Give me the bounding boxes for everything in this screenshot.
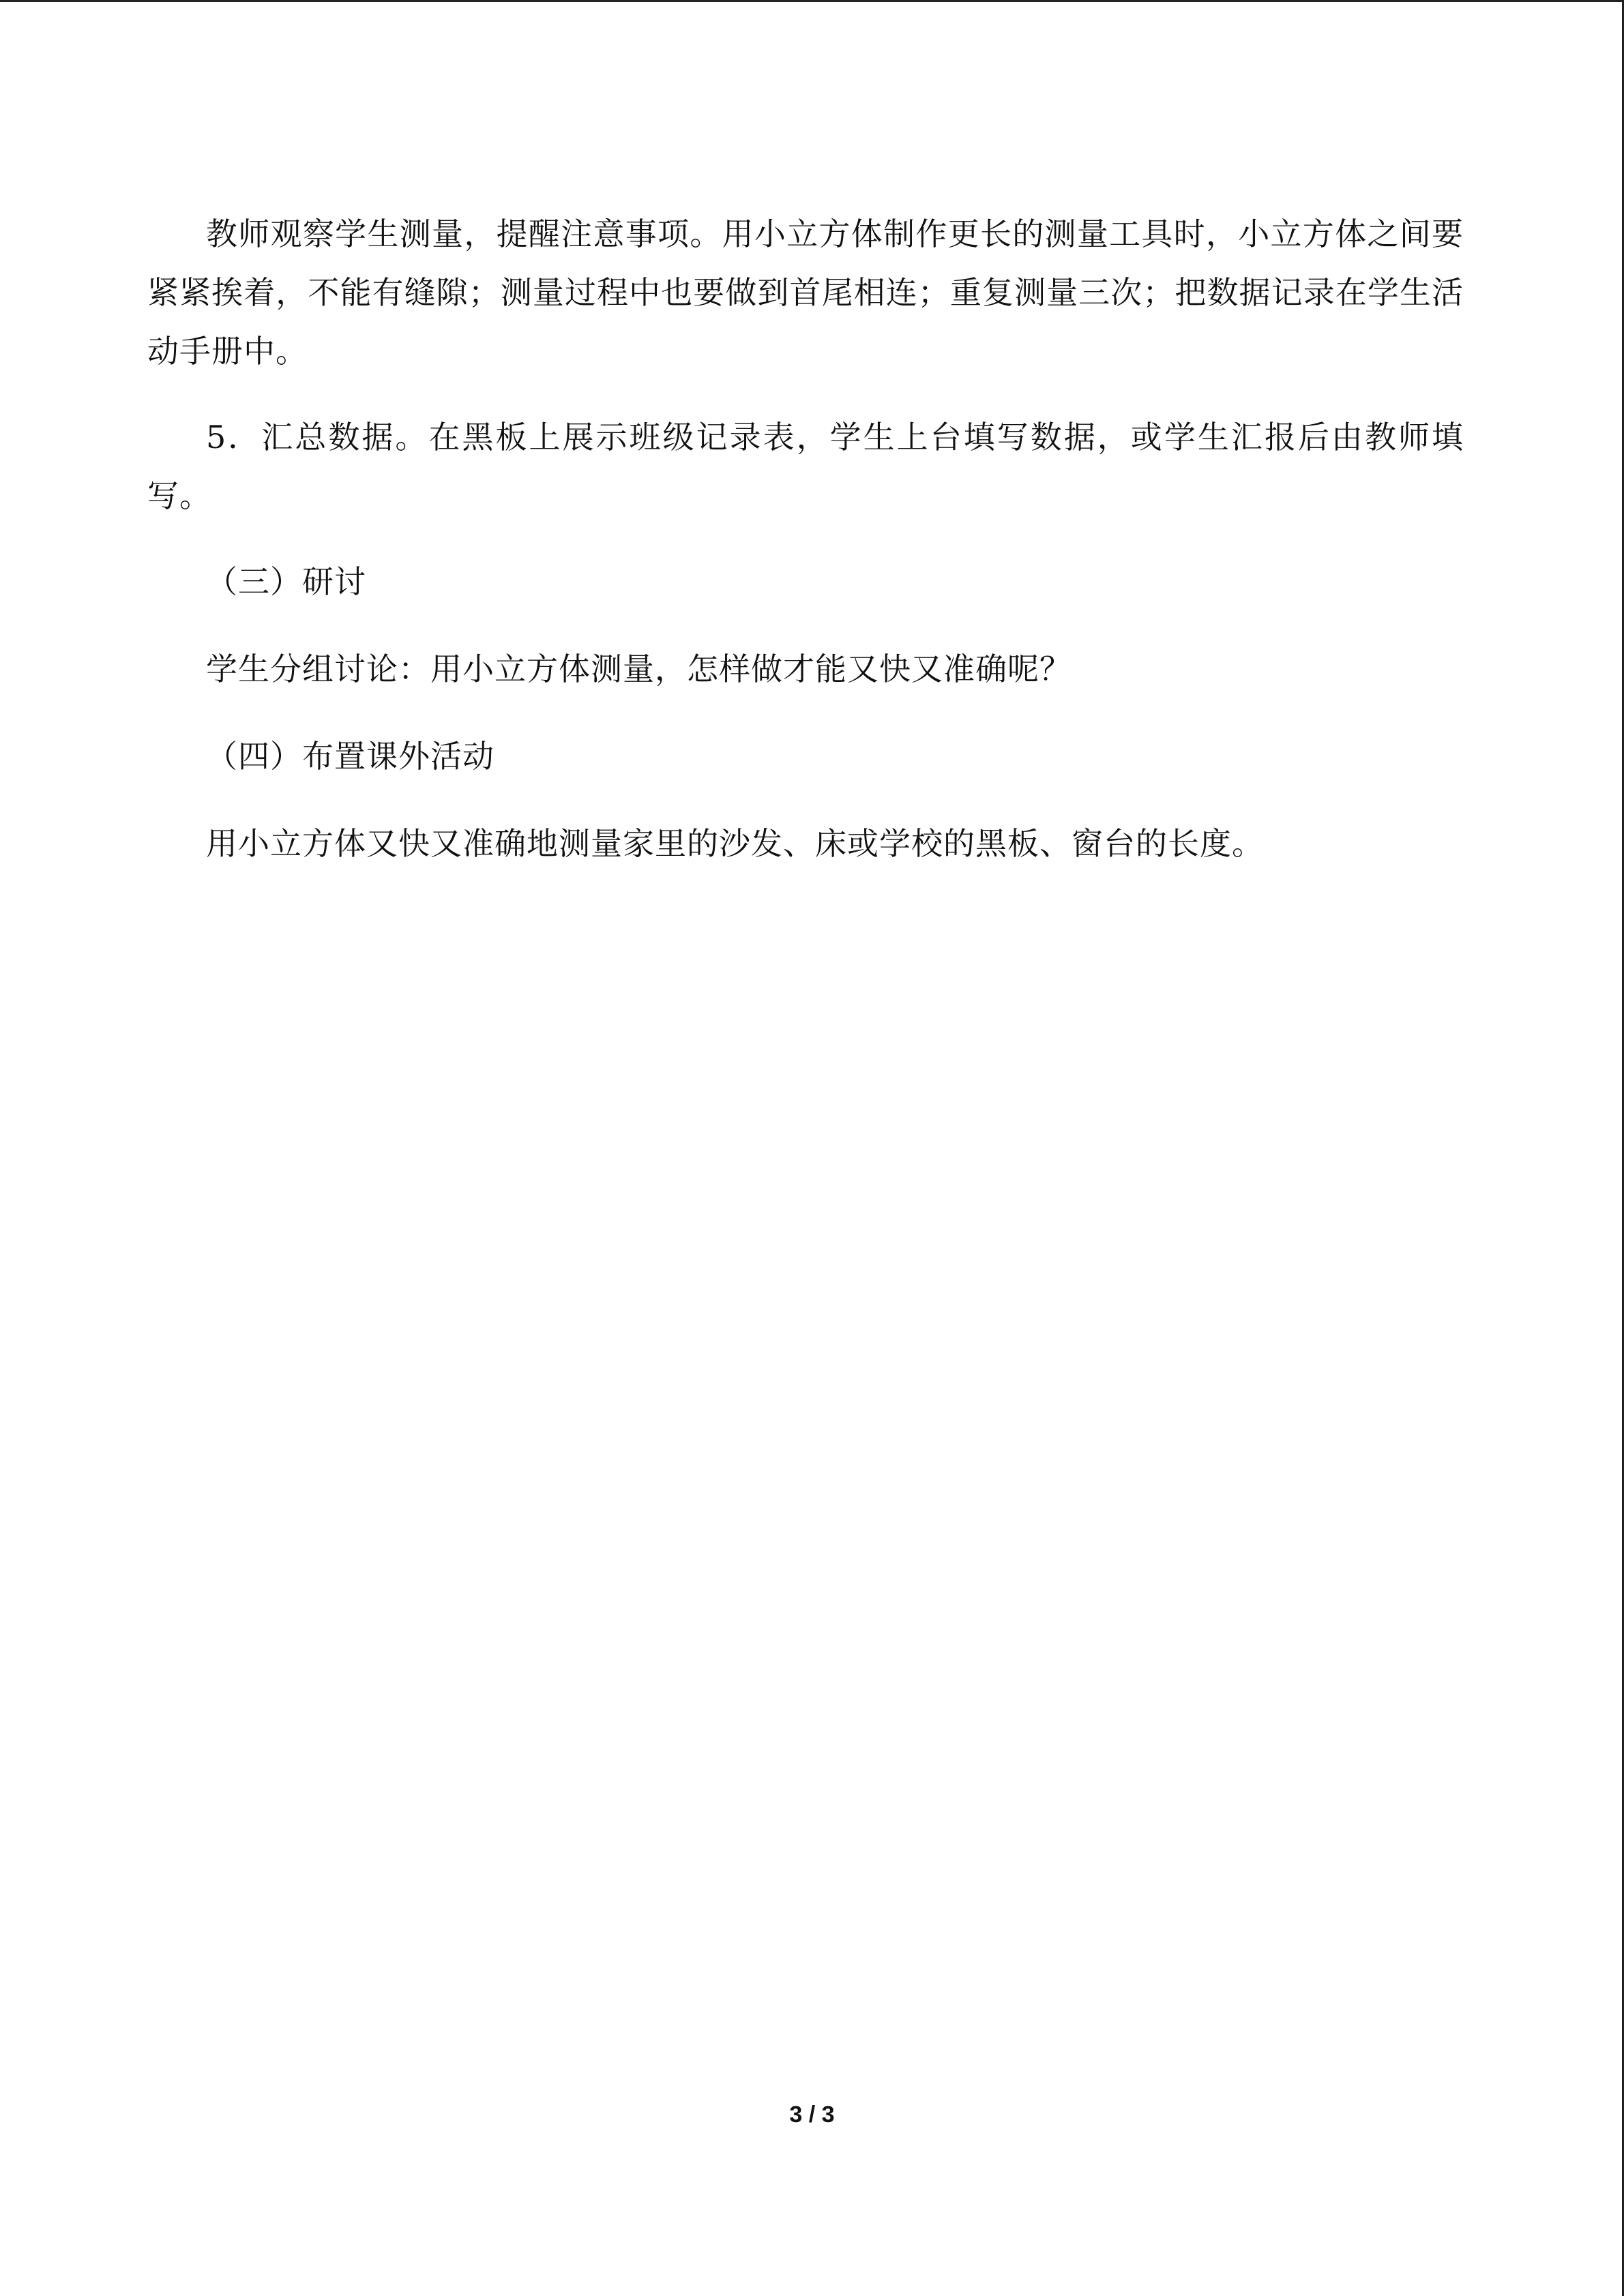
paragraph-extracurricular-activity: 用小立方体又快又准确地测量家里的沙发、床或学校的黑板、窗台的长度。 <box>206 825 1264 862</box>
paragraph-teacher-observation: 教师观察学生测量，提醒注意事项。用小立方体制作更长的测量工具时，小立方体之间要紧紧挨着，不能有缝隙；测量过程中也要做到首尾相连；重复测量三次；把数据记录在学生活动手册中。 <box>147 215 1464 370</box>
document-body <box>147 205 1464 901</box>
paragraph-summarize-data: 5．汇总数据。在黑板上展示班级记录表，学生上台填写数据，或学生汇报后由教师填写。 <box>147 419 1464 514</box>
paragraph-group-discussion: 学生分组讨论：用小立方体测量，怎样做才能又快又准确呢？ <box>206 651 1072 687</box>
page-number: 3 / 3 <box>789 2102 835 2128</box>
page-top-border <box>0 0 1624 2</box>
section-heading-discussion: （三）研讨 <box>206 563 366 600</box>
section-heading-extracurricular: （四）布置课外活动 <box>206 738 494 775</box>
